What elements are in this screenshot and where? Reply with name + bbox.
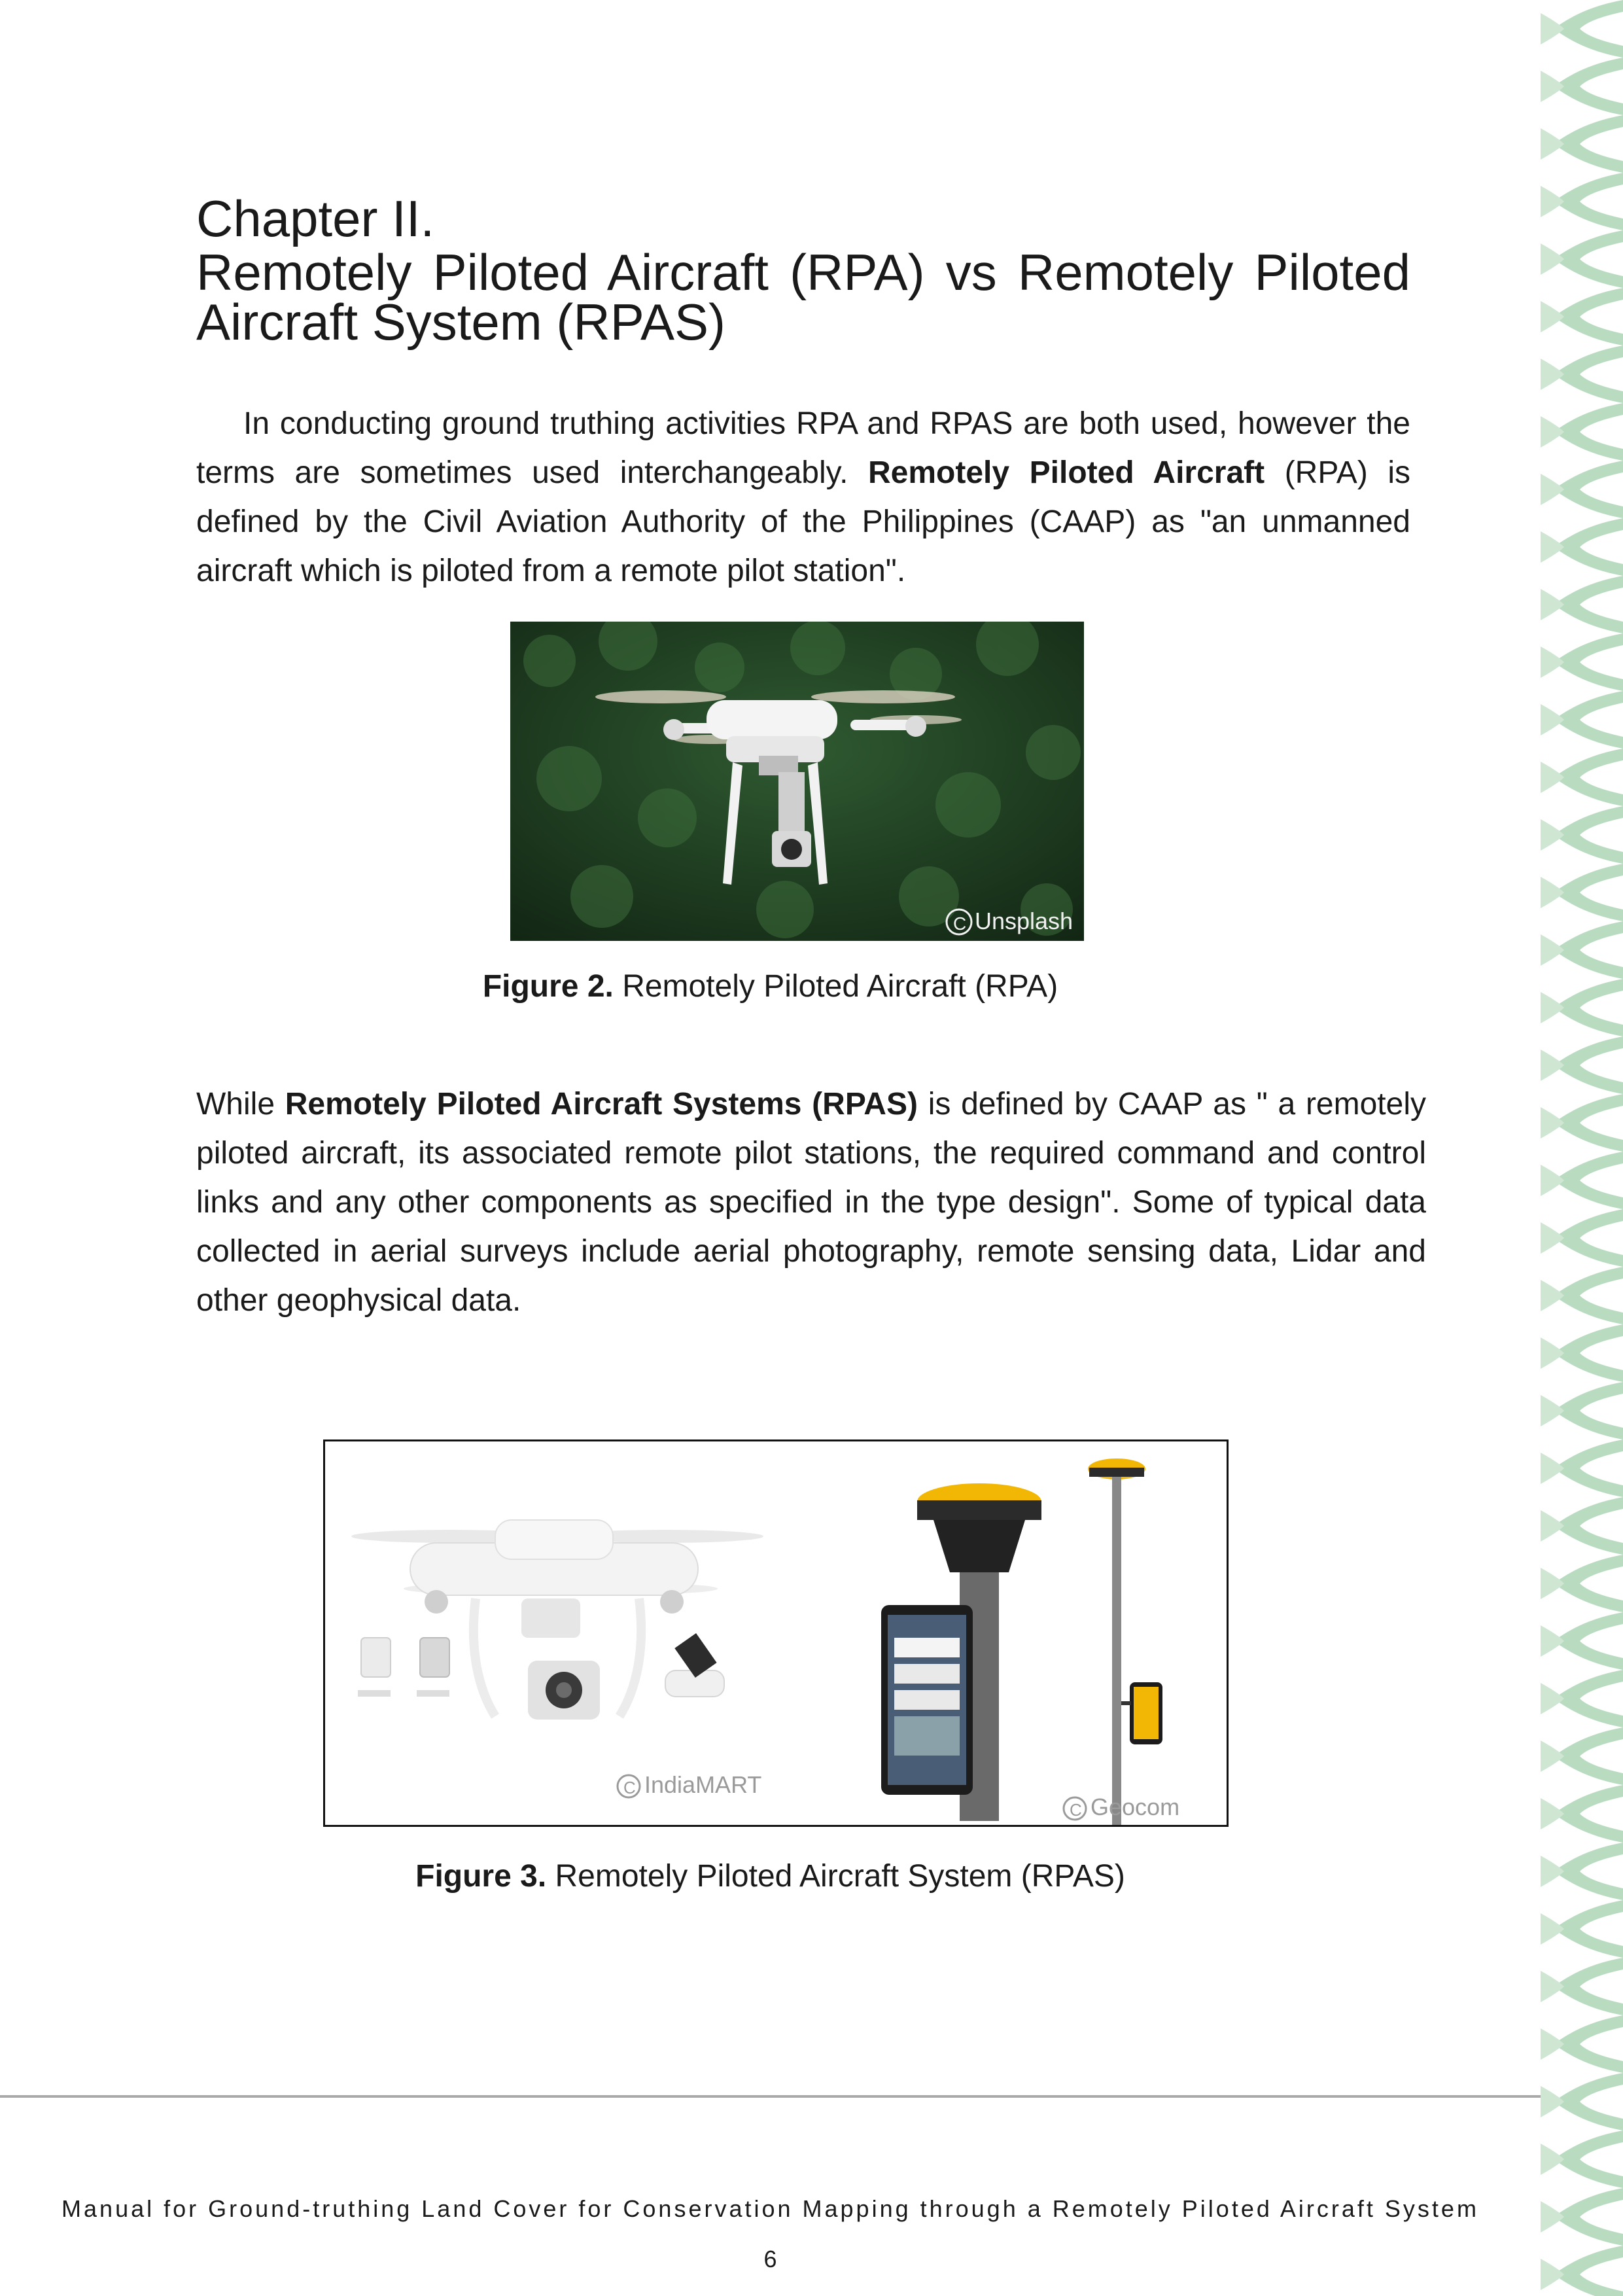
rpas-kit-photo — [325, 1441, 1227, 1825]
figure-3-caption — [0, 1858, 1541, 1894]
figure-3-label: Figure 3. — [415, 1859, 547, 1894]
drone-photo — [510, 622, 1084, 941]
svg-text:C: C — [623, 1778, 636, 1797]
intro-paragraph — [196, 399, 1410, 595]
figure-3-caption-text: Remotely Piloted Aircraft System (RPAS) — [546, 1859, 1125, 1894]
figure-3-credit-right: Geocom — [1091, 1793, 1180, 1820]
chapter-heading — [196, 190, 1410, 351]
figure-3-credit-left: IndiaMART — [644, 1771, 762, 1798]
intro-text-b: (RPA) is defined by the Civil Aviation Authority of the Philippines (CAAP) as "an unmanned aircraft which is piloted from a remote pilot station". — [196, 455, 1411, 588]
page-number: 6 — [763, 2246, 777, 2272]
decorative-border — [1541, 0, 1623, 2296]
intro-text-a: In conducting ground truthing activities RPA and RPAS are both used, however the terms are sometimes used interchangeably. — [196, 406, 1410, 490]
rpas-text-a: While — [196, 1087, 285, 1122]
rpas-paragraph — [196, 1080, 1426, 1325]
figure-2-caption — [0, 968, 1541, 1004]
figure-3-rpas-photo — [323, 1439, 1229, 1827]
figure-2-rpa-photo — [510, 622, 1084, 941]
rpas-term: Remotely Piloted Aircraft Systems (RPAS) — [285, 1087, 918, 1122]
chapter-label: Chapter II. — [196, 190, 435, 247]
scallop-pattern-icon — [1541, 0, 1623, 2296]
figure-2-label: Figure 2. — [482, 969, 614, 1004]
svg-text:C: C — [953, 913, 967, 934]
rpas-text-b: is defined by CAAP as " a remotely piloted aircraft, its associated remote pilot stations, the required command and control links and any other components as specified in the type design". Some of typical data collected in aerial surveys include aerial photography, remote sensing data, Lidar and other geophysical data. — [196, 1087, 1426, 1318]
svg-text:C: C — [1070, 1800, 1082, 1820]
rpa-term: Remotely Piloted Aircraft — [868, 455, 1265, 490]
footer-manual-title: Manual for Ground-truthing Land Cover for Conservation Mapping through a Remotely Piloted Aircraft System — [61, 2195, 1479, 2222]
footer-divider — [0, 2095, 1541, 2098]
chapter-title: Remotely Piloted Aircraft (RPA) vs Remotely Piloted Aircraft System (RPAS) — [196, 243, 1410, 351]
figure-2-credit: Unsplash — [975, 908, 1073, 934]
figure-2-caption-text: Remotely Piloted Aircraft (RPA) — [613, 969, 1058, 1004]
